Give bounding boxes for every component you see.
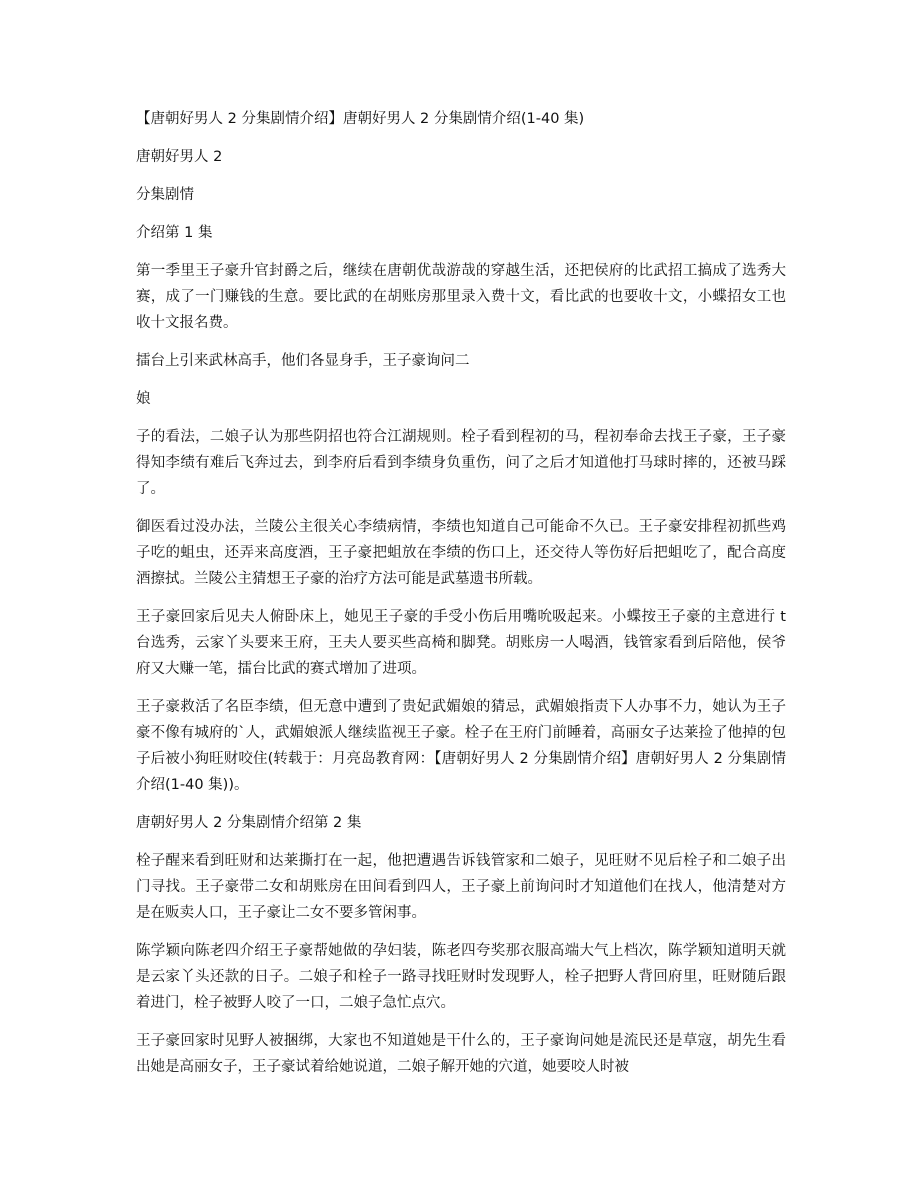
paragraph: 擂台上引来武林高手，他们各显身手，王子豪询问二 bbox=[136, 353, 470, 369]
paragraph: 第一季里王子豪升官封爵之后，继续在唐朝优哉游哉的穿越生活，还把侯府的比武招工搞成了选秀大赛，成了一门赚钱的生意。要比武的在胡账房那里录入费十文，看比武的也要收十文，小蝶招女工也收十文报名费。 bbox=[136, 263, 786, 331]
paragraph: 栓子醒来看到旺财和达莱撕打在一起，他把遭遇告诉钱管家和二娘子，见旺财不见后栓子和二娘子出门寻找。王子豪带二女和胡账房在田间看到四人，王子豪上前询问时才知道他们在找人，他清楚对方是在贩卖人口，王子豪让二女不要多管闲事。 bbox=[136, 853, 786, 921]
paragraph: 王子豪回家后见夫人俯卧床上，她见王子豪的手受小伤后用嘴吮吸起来。小蝶按王子豪的主意进行 t 台选秀，云家丫头要来王府，王夫人要买些高椅和脚凳。胡账房一人喝酒，钱管家看到后陪他，侯爷府又大赚一笔，擂台比武的赛式增加了进项。 bbox=[136, 609, 786, 677]
episode-2-heading: 唐朝好男人 2 分集剧情介绍第 2 集 bbox=[136, 815, 362, 831]
heading-line-3: 介绍第 1 集 bbox=[136, 225, 213, 241]
paragraph: 王子豪回家时见野人被捆绑，大家也不知道她是干什么的，王子豪询问她是流民还是草寇，胡先生看出她是高丽女子，王子豪试着给她说道，二娘子解开她的穴道，她要咬人时被 bbox=[136, 1033, 786, 1075]
paragraph: 王子豪救活了名臣李绩，但无意中遭到了贵妃武媚娘的猜忌，武媚娘指责下人办事不力，她认为王子豪不像有城府的`人，武媚娘派人继续监视王子豪。栓子在王府门前睡着，高丽女子达莱捡了他掉的包子后被小狗旺财咬住(转载于：月亮岛教育网：【唐朝好男人 2 分集剧情介绍】唐朝好男人 2 分集剧情介绍(1-40 集))。 bbox=[136, 699, 786, 793]
paragraph: 娘 bbox=[136, 391, 151, 407]
paragraph: 子的看法，二娘子认为那些阴招也符合江湖规则。栓子看到程初的马，程初奉命去找王子豪，王子豪得知李绩有难后飞奔过去，到李府后看到李绩身负重伤，问了之后才知道他打马球时摔的，还被马踩了。 bbox=[136, 429, 786, 497]
document-title: 【唐朝好男人 2 分集剧情介绍】唐朝好男人 2 分集剧情介绍(1-40 集) bbox=[136, 111, 585, 127]
paragraph: 御医看过没办法，兰陵公主很关心李绩病情，李绩也知道自己可能命不久已。王子豪安排程初抓些鸡子吃的蛆虫，还弄来高度酒，王子豪把蛆放在李绩的伤口上，还交待人等伤好后把蛆吃了，配合高度酒擦拭。兰陵公主猜想王子豪的治疗方法可能是武墓遗书所载。 bbox=[136, 519, 786, 587]
paragraph: 陈学颖向陈老四介绍王子豪帮她做的孕妇装，陈老四夸奖那衣服高端大气上档次，陈学颖知道明天就是云家丫头还款的日子。二娘子和栓子一路寻找旺财时发现野人，栓子把野人背回府里，旺财随后跟着进门，栓子被野人咬了一口，二娘子急忙点穴。 bbox=[136, 943, 786, 1011]
heading-line-2: 分集剧情 bbox=[136, 187, 194, 203]
document-page bbox=[136, 106, 786, 1092]
heading-line-1: 唐朝好男人 2 bbox=[136, 149, 223, 165]
